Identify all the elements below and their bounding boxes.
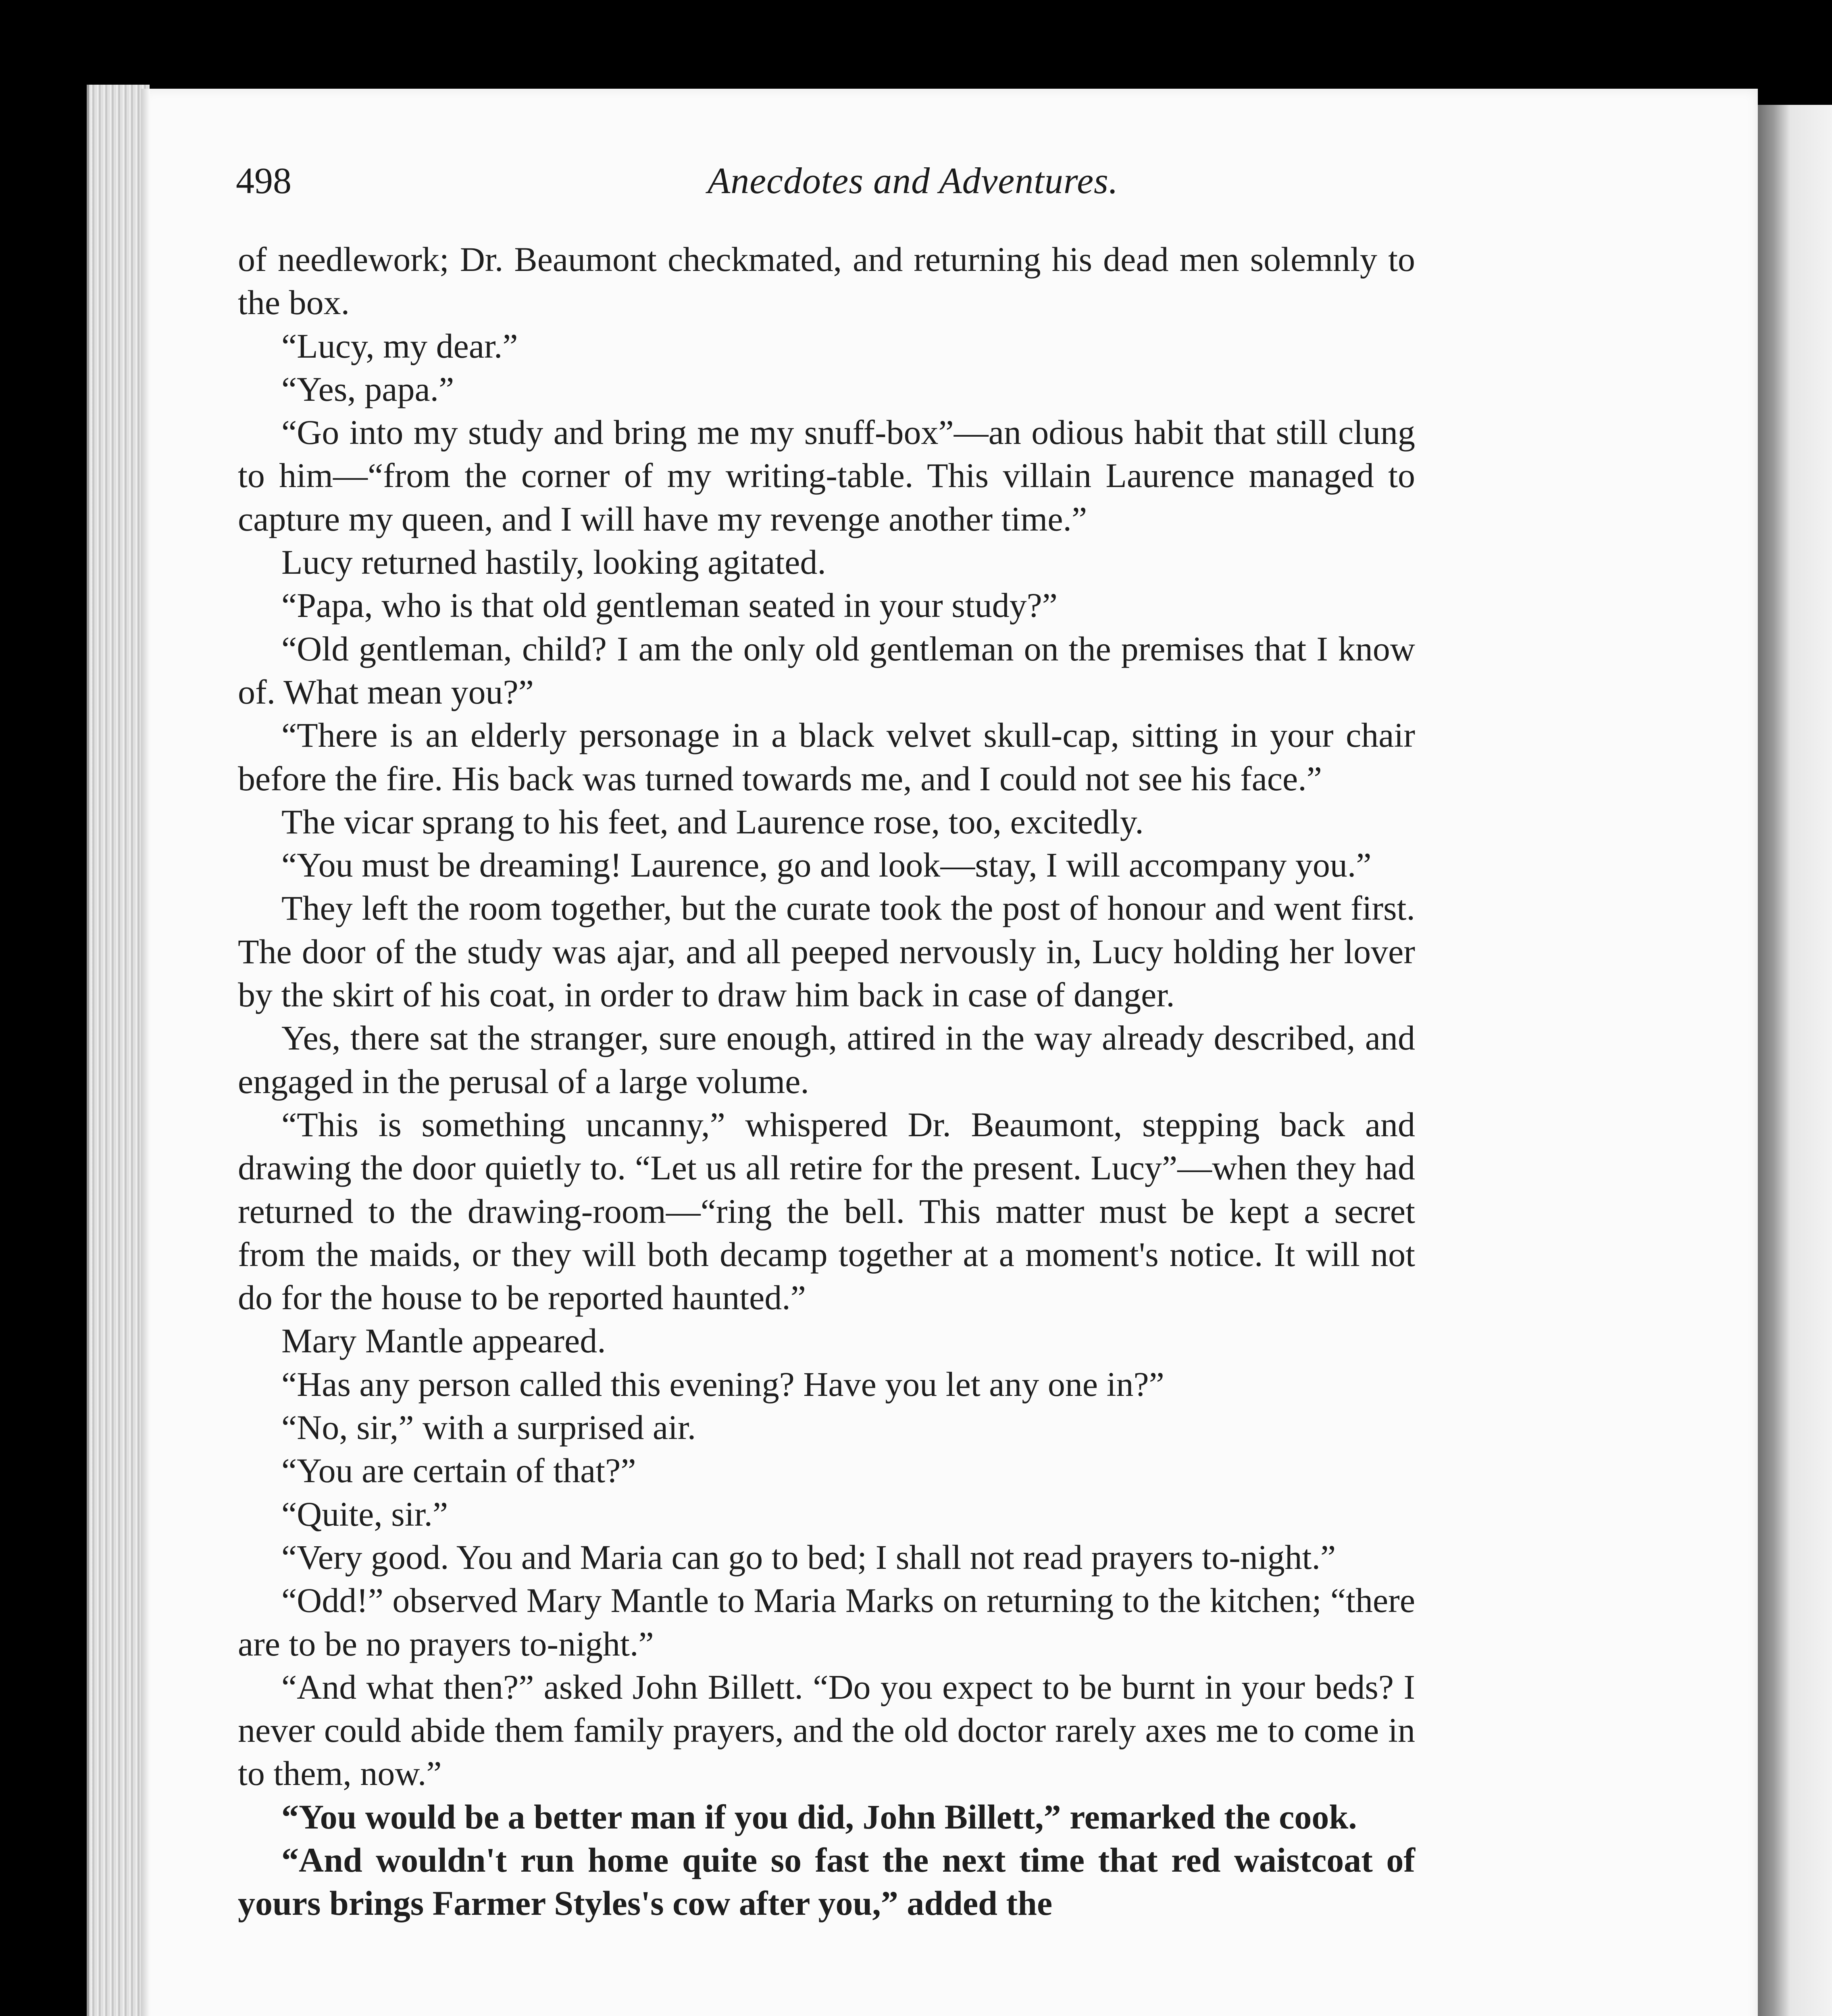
- paragraph: “No, sir,” with a surprised air.: [281, 1408, 696, 1447]
- paragraph: “And what then?” asked John Billett. “Do you expect to be burnt in your beds? I never could abide them family prayers, and the old doctor rarely axes me to come in to them, now.”: [238, 1667, 1415, 1793]
- paragraph: They left the room together, but the curate took the post of honour and went first. The door of the study was ajar, and all peeped nervously in, Lucy holding her lover by the skirt of his coat, in order to draw him back in case of danger.: [238, 889, 1415, 1014]
- paragraph: “Quite, sir.”: [281, 1494, 448, 1533]
- paragraph: “Very good. You and Maria can go to bed; I shall not read prayers to-night.”: [281, 1537, 1336, 1577]
- running-head: [236, 159, 1203, 216]
- facing-page-edge: [1758, 105, 1832, 2016]
- paragraph: “You would be a better man if you did, John Billett,” remarked the cook.: [281, 1797, 1357, 1836]
- paragraph: “Papa, who is that old gentleman seated in your study?”: [281, 586, 1058, 625]
- paragraph: “Go into my study and bring me my snuff-box”—an odious habit that still clung to him—“from the corner of my writing-table. This villain Laurence managed to capture my queen, and I will have my revenge another time.”: [238, 413, 1415, 538]
- paragraph: “Lucy, my dear.”: [281, 326, 518, 365]
- paragraph: “There is an elderly personage in a black velvet skull-cap, sitting in your chair before the fire. His back was turned towards me, and I could not see his face.”: [238, 716, 1415, 798]
- paragraph: Yes, there sat the stranger, sure enough, attired in the way already described, and engaged in the perusal of a large volume.: [238, 1018, 1415, 1101]
- page-edges: [87, 85, 150, 2016]
- paragraph: Mary Mantle appeared.: [281, 1321, 606, 1360]
- page-number: 498: [236, 160, 291, 201]
- running-title: Anecdotes and Adventures.: [708, 160, 1118, 201]
- paragraph: Lucy returned hastily, looking agitated.: [281, 543, 826, 582]
- paragraph: “You are certain of that?”: [281, 1451, 636, 1490]
- paragraph: “This is something uncanny,” whispered Dr. Beaumont, stepping back and drawing the door quietly to. “Let us all retire for the present. Lucy”—when they had returned to the drawing-room—“ring the bell. This matter must be kept a secret from the maids, or they will both decamp together at a moment's notice. It will not do for the house to be reported haunted.”: [238, 1105, 1415, 1317]
- paragraph: “And wouldn't run home quite so fast the next time that red waistcoat of yours brings Farmer Styles's cow after you,” added the: [238, 1840, 1415, 1923]
- paragraph: “You must be dreaming! Laurence, go and look—stay, I will accompany you.”: [281, 846, 1372, 885]
- paragraph: “Yes, papa.”: [281, 369, 454, 408]
- paragraph: The vicar sprang to his feet, and Laurence rose, too, excitedly.: [281, 802, 1144, 841]
- body-text: [238, 238, 1415, 1925]
- paragraph: “Odd!” observed Mary Mantle to Maria Marks on returning to the kitchen; “there are to be no prayers to-night.”: [238, 1581, 1415, 1663]
- paragraph: of needlework; Dr. Beaumont checkmated, and returning his dead men solemnly to the box.: [238, 240, 1415, 322]
- paragraph: “Old gentleman, child? I am the only old gentleman on the premises that I know of. What mean you?”: [238, 629, 1415, 711]
- paragraph: “Has any person called this evening? Have you let any one in?”: [281, 1364, 1164, 1404]
